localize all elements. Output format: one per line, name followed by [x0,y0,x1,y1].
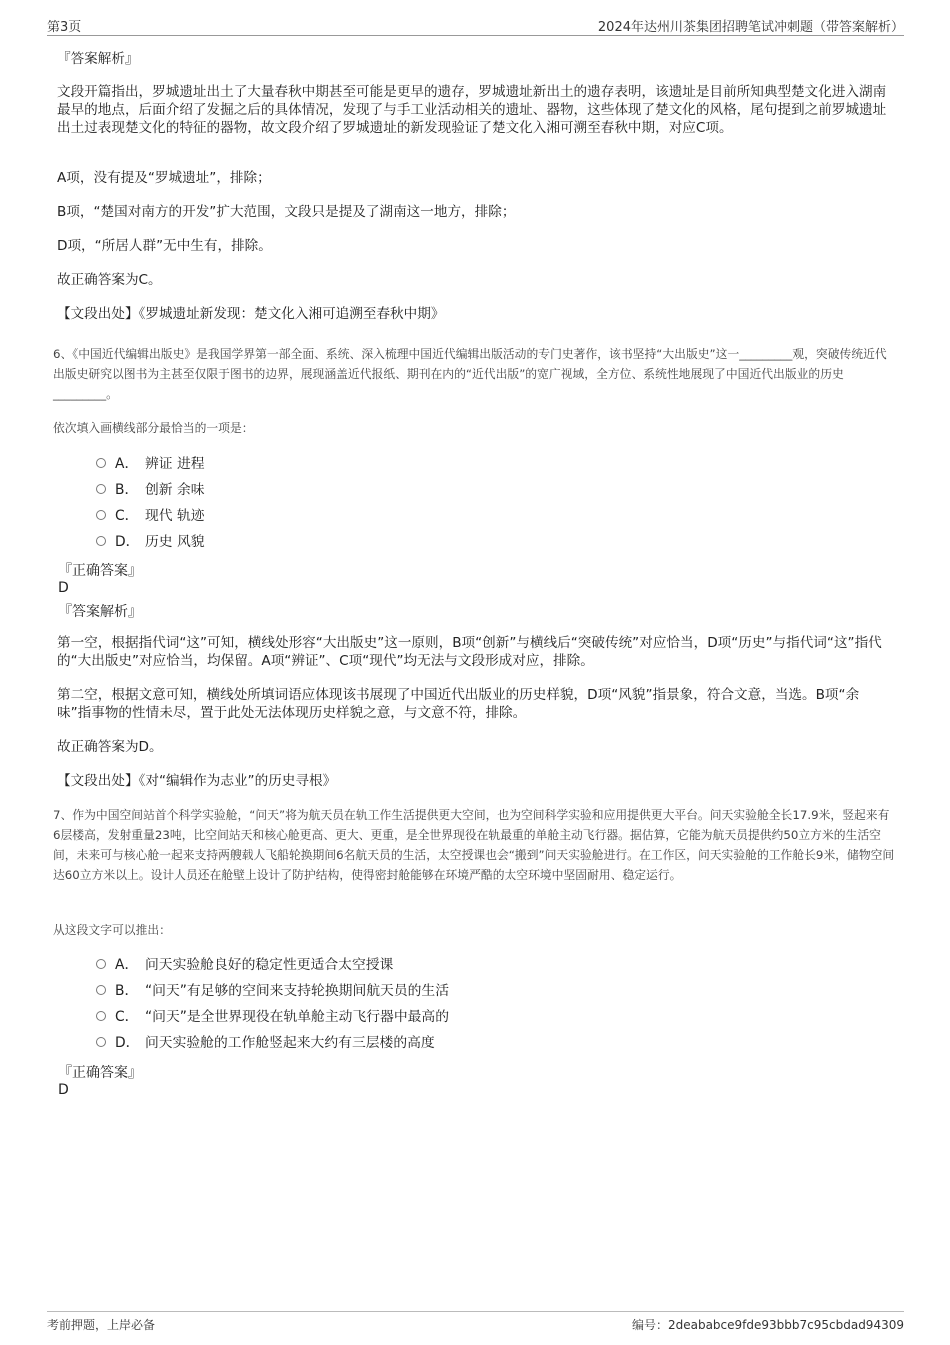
option-letter: B． [115,482,139,498]
option-text: “问天”是全世界现役在轨单舱主动飞行器中最高的 [145,1009,450,1025]
q6-option-c[interactable] [96,506,205,526]
option-text: 历史 风貌 [145,534,205,550]
option-text: 问天实验舱的工作舱竖起来大约有三层楼的高度 [145,1035,435,1051]
radio-icon[interactable] [96,536,106,546]
page-header [47,15,904,36]
document-id: 编号：2deababce9fde93bbb7c95cbdad94309 [631,1318,904,1332]
q5-conclusion: 故正确答案为C。 [57,272,162,288]
option-text: 现代 轨迹 [145,508,205,524]
radio-icon[interactable] [96,510,106,520]
q7-answer: D [58,1082,69,1098]
radio-icon[interactable] [96,959,106,969]
radio-icon[interactable] [96,1011,106,1021]
q7-option-c[interactable] [96,1007,449,1027]
option-letter: C． [115,508,139,524]
q7-prompt: 从这段文字可以推出： [53,923,171,937]
q5-analysis-option-d: D项，“所居人群”无中生有，排除。 [57,238,272,254]
q5-analysis-label: 『答案解析』 [57,51,139,67]
q6-analysis-label: 『答案解析』 [58,604,142,620]
radio-icon[interactable] [96,484,106,494]
q7-option-b[interactable] [96,981,449,1001]
q6-source: 【文段出处】《对“编辑作为志业”的历史寻根》 [57,773,337,789]
q6-option-b[interactable] [96,480,205,500]
q5-analysis-paragraph: 文段开篇指出，罗城遗址出土了大量春秋中期甚至可能是更早的遗存，罗城遗址新出土的遗存表明，该遗址是目前所知典型楚文化进入湖南最早的地点，后面介绍了发掘之后的具体情况，发现了与手工业活动相关的遗址、器物，这些体现了楚文化的风格，尾句提到之前罗城遗址出土过表现楚文化的特征的器物，故文段介绍了罗城遗址的新发现验证了楚文化入湘可溯至春秋中期，对应C项。 [57,84,887,136]
option-letter: C． [115,1009,139,1025]
q6-analysis-paragraph-2: 第二空，根据文意可知，横线处所填词语应体现该书展现了中国近代出版业的历史样貌，D项“风貌”指景象，符合文意，当选。B项“余味”指事物的性情未尽，置于此处无法体现历史样貌之意，与文意不符，排除。 [57,687,860,721]
option-text: “问天”有足够的空间来支持轮换期间航天员的生活 [145,983,450,999]
q6-answer-label: 『正确答案』 [58,563,142,579]
q5-analysis-option-b: B项，“楚国对南方的开发”扩大范围，文段只是提及了湖南这一地方，排除； [57,204,516,220]
document-title: 2024年达州川茶集团招聘笔试冲刺题（带答案解析） [597,20,904,35]
radio-icon[interactable] [96,1037,106,1047]
q6-analysis-paragraph-1: 第一空，根据指代词“这”可知，横线处形容“大出版史”这一原则，B项“创新”与横线后“突破传统”对应恰当，D项“历史”与指代词“这”指代的“大出版史”对应恰当，均保留。A项“辨证”、C项“现代”均无法与文段形成对应，排除。 [57,635,882,669]
q7-option-d[interactable] [96,1033,435,1053]
q6-prompt: 依次填入画横线部分最恰当的一项是： [53,421,254,435]
q6-answer: D [58,580,69,596]
q7-stem: 7、作为中国空间站首个科学实验舱，“问天”将为航天员在轨工作生活提供更大空间，也为空间科学实验和应用提供更大平台。问天实验舱全长17.9米，竖起来有6层楼高，发射重量23吨，比空间站天和核心舱更高、更大、更重，是全世界现役在轨最重的单舱主动飞行器。据估算，它能为航天员提供约50立方米的生活空间，未来可与核心舱一起来支持两艘载人飞船轮换期间6名航天员的生活，太空授课也会“搬到”问天实验舱进行。在工作区，问天实验舱的工作舱长9米，储物空间达60立方米以上。设计人员还在舱壁上设计了防护结构，使得密封舱能够在环境严酷的太空环境中坚固耐用、稳定运行。 [53,808,895,882]
option-letter: A． [115,456,139,472]
option-letter: B． [115,983,139,999]
option-letter: D． [115,534,140,550]
option-text: 创新 余味 [145,482,205,498]
option-letter: D． [115,1035,140,1051]
option-text: 问天实验舱良好的稳定性更适合太空授课 [145,957,394,973]
q6-option-d[interactable] [96,532,205,552]
page-footer [47,1311,904,1334]
footer-slogan: 考前押题，上岸必备 [47,1318,156,1332]
option-text: 辨证 进程 [145,456,205,472]
q7-answer-label: 『正确答案』 [58,1065,142,1081]
q7-option-a[interactable] [96,955,393,975]
page-number: 第3页 [47,20,82,35]
q6-conclusion: 故正确答案为D。 [57,739,163,755]
option-letter: A． [115,957,139,973]
q5-analysis-option-a: A项，没有提及“罗城遗址”，排除； [57,170,271,186]
q6-stem: 6、《中国近代编辑出版史》是我国学界第一部全面、系统、深入梳理中国近代编辑出版活动的专门史著作，该书坚持“大出版史”这一_________观，突破传统近代出版史研究以图书为主甚至仅限于图书的边界，展现涵盖近代报纸、期刊在内的“近代出版”的宽广视域，全方位、系统性地展现了中国近代出版业的历史_________。 [53,347,887,401]
radio-icon[interactable] [96,985,106,995]
q5-source: 【文段出处】《罗城遗址新发现：楚文化入湘可追溯至春秋中期》 [57,306,445,322]
radio-icon[interactable] [96,458,106,468]
q6-option-a[interactable] [96,454,205,474]
